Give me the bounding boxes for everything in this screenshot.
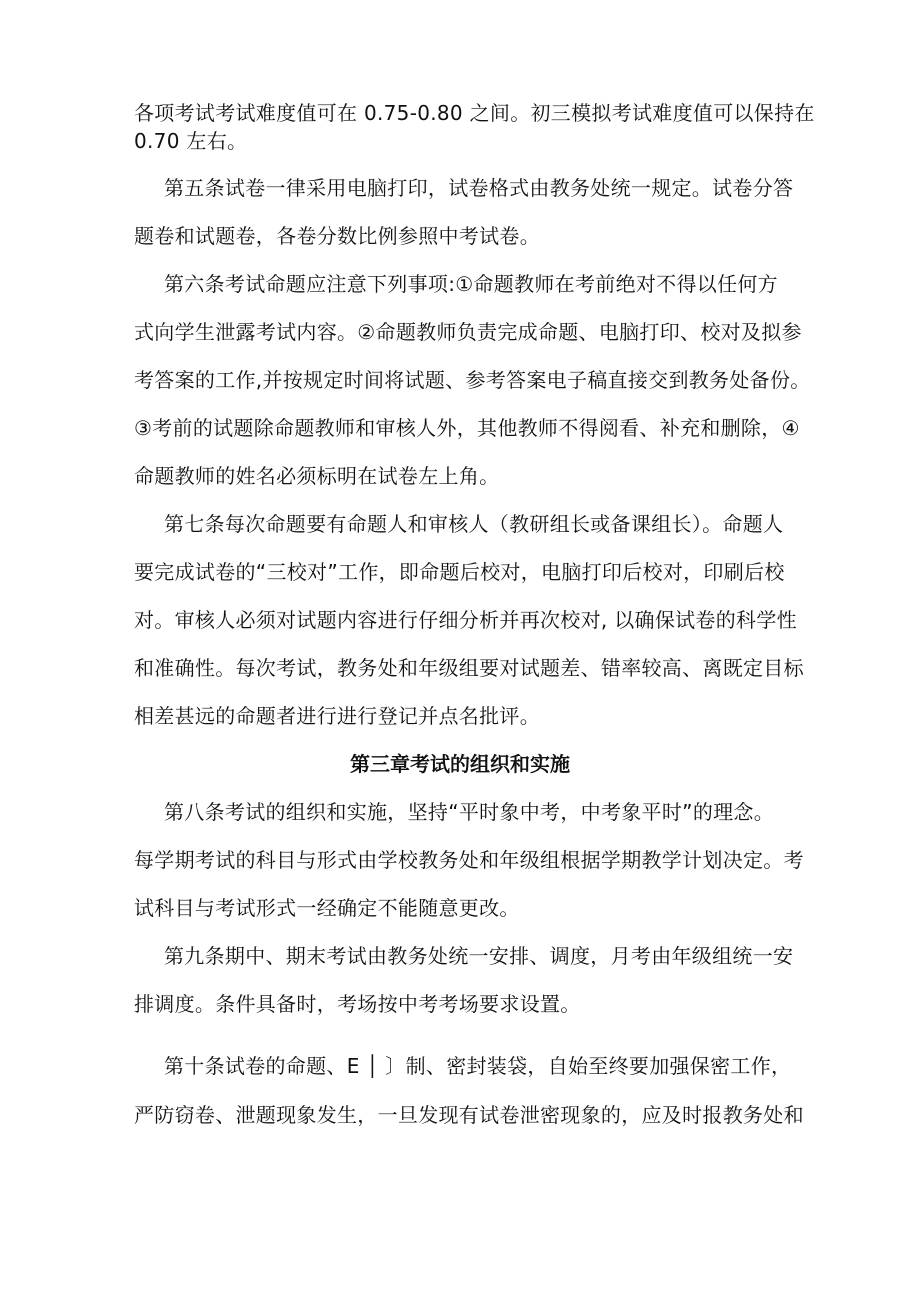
paragraph-line: 第十条试卷的命题、E │ 〕制、密封装袋，自始至终要加强保密工作， (164, 1054, 792, 1078)
paragraph-line: 第五条试卷一律采用电脑打印，试卷格式由教务处统一规定。试卷分答 (164, 176, 794, 200)
paragraph-line: 相差甚远的命题者进行进行登记并点名批评。 (134, 704, 540, 728)
paragraph-line: 式向学生泄露考试内容。②命题教师负责完成命题、电脑打印、校对及拟参 (134, 320, 802, 344)
paragraph-line: ③考前的试题除命题教师和审核人外，其他教师不得阅看、补充和删除，④ (134, 416, 800, 440)
paragraph-line: 第七条每次命题要有命题人和审核人（教研组长或备课组长）。命题人 (164, 512, 784, 536)
paragraph-line: 第九条期中、期末考试由教务处统一安排、调度，月考由年级组统一安 (164, 944, 794, 968)
paragraph-line: 对。审核人必须对试题内容进行仔细分析并再次校对, 以确保试卷的科学性 (134, 608, 797, 632)
paragraph-line: 各项考试考试难度值可在 0.75-0.80 之间。初三模拟考试难度值可以保持在 (134, 101, 815, 125)
paragraph-line: 考答案的工作,并按规定时间将试题、参考答案电子稿直接交到教务处备份。 (134, 368, 811, 392)
paragraph-line: 0.70 左右。 (134, 129, 248, 153)
paragraph-line: 第六条考试命题应注意下列事项:①命题教师在考前绝对不得以任何方 (164, 272, 778, 296)
paragraph-line: 和准确性。每次考试，教务处和年级组要对试题差、错率较高、离既定目标 (134, 656, 804, 680)
paragraph-line: 命题教师的姓名必须标明在试卷左上角。 (134, 464, 500, 488)
paragraph-line: 第八条考试的组织和实施，坚持“平时象中考，中考象平时”的理念。 (164, 800, 775, 824)
paragraph-line: 试科目与考试形式一经确定不能随意更改。 (134, 896, 520, 920)
chapter-heading: 第三章考试的组织和实施 (350, 752, 570, 776)
paragraph-line: 严防窃卷、泄题现象发生，一旦发现有试卷泄密现象的，应及时报教务处和 (134, 1103, 804, 1127)
paragraph-line: 题卷和试题卷，各卷分数比例参照中考试卷。 (134, 224, 540, 248)
paragraph-line: 每学期考试的科目与形式由学校教务处和年级组根据学期教学计划决定。考 (134, 848, 804, 872)
paragraph-line: 要完成试卷的“三校对”工作，即命题后校对，电脑打印后校对，印刷后校 (134, 560, 785, 584)
paragraph-line: 排调度。条件具备时，考场按中考考场要求设置。 (134, 992, 581, 1016)
